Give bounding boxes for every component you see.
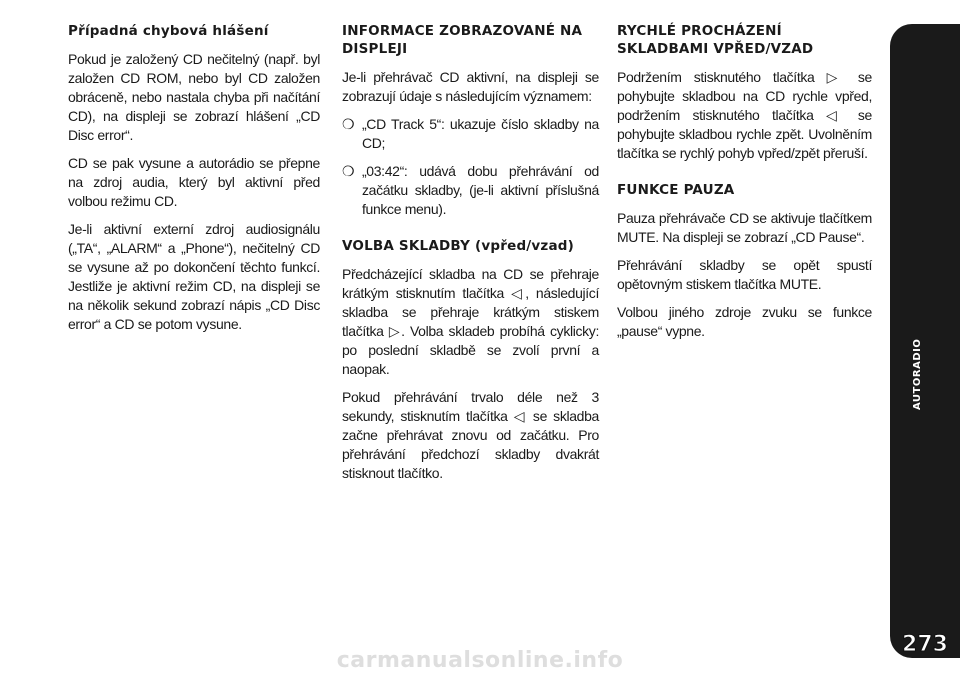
chapter-side-tab bbox=[890, 24, 960, 658]
column-middle bbox=[342, 22, 599, 492]
paragraph: Přehrávání skladby se opět spustí opětovným stiskem tlačítka MUTE. bbox=[617, 257, 872, 292]
paragraph: Je-li přehrávač CD aktivní, na displeji se zobrazují údaje s následujícím významem: bbox=[342, 69, 599, 104]
heading-error-messages: Případná chybová hlášení bbox=[68, 23, 269, 39]
paragraph: Pokud je založený CD nečitelný (např. byl založen CD ROM, nebo byl CD založen obráceně, nebo nastala chyba při načítání CD), na displeji se zobrazí hlášení „CD Disc error“. bbox=[68, 51, 320, 143]
bullet-icon: ❍ bbox=[342, 116, 355, 132]
paragraph: Je-li aktivní externí zdroj audiosignálu („TA“, „ALARM“ a „Phone“), nečitelný CD se vysune až po dokončení těchto funkcí. Jestliže je aktivní režim CD, na displeji se na několik sekund zobrazí nápis „CD Disc error“ a CD se potom vysune. bbox=[68, 221, 320, 332]
column-right bbox=[617, 22, 872, 350]
watermark: carmanualsonline.info bbox=[336, 648, 624, 673]
paragraph: CD se pak vysune a autorádio se přepne na zdroj audia, který byl aktivní před volbou režimu CD. bbox=[68, 155, 320, 209]
paragraph: Podržením stisknutého tlačítka ▷ se pohybujte skladbou na CD rychle vpřed, podržením stisknutého tlačítka ◁ se pohybujte skladbou rychle zpět. Uvolněním tlačítka se rychlý pohyb vpřed/zpět přeruší. bbox=[617, 69, 872, 161]
list-item bbox=[342, 115, 599, 153]
paragraph: Volbou jiného zdroje zvuku se funkce „pause“ vypne. bbox=[617, 304, 872, 339]
page-number: 273 bbox=[902, 632, 948, 657]
heading-track-selection: VOLBA SKLADBY (vpřed/vzad) bbox=[342, 238, 575, 254]
heading-fast-scan: RYCHLÉ PROCHÁZENÍ SKLADBAMI VPŘED/VZAD bbox=[617, 23, 814, 57]
bullet-icon: ❍ bbox=[342, 163, 355, 179]
column-left bbox=[68, 22, 320, 343]
list-item bbox=[342, 162, 599, 219]
heading-display-info: INFORMACE ZOBRAZOVANÉ NA DISPLEJI bbox=[342, 23, 583, 57]
paragraph: Pauza přehrávače CD se aktivuje tlačítkem MUTE. Na displeji se zobrazí „CD Pause“. bbox=[617, 210, 872, 245]
heading-pause: FUNKCE PAUZA bbox=[617, 182, 735, 198]
list-item-text: „CD Track 5“: ukazuje číslo skladby na CD; bbox=[362, 116, 599, 151]
paragraph: Předcházející skladba na CD se přehraje krátkým stisknutím tlačítka ◁, následující skladba se přehraje krátkým stiskem tlačítka ▷. Volba skladeb probíhá cyklicky: po poslední skladbě se zvolí první a naopak. bbox=[342, 266, 599, 377]
list-item-text: „03:42“: udává dobu přehrávání od začátku skladby, (je-li aktivní příslušná funkce menu). bbox=[362, 163, 599, 217]
chapter-label: AUTORADIO bbox=[912, 338, 923, 410]
paragraph: Pokud přehrávání trvalo déle než 3 sekundy, stisknutím tlačítka ◁ se skladba začne přehrávat znovu od začátku. Pro přehrávání předchozí skladby dvakrát stisknout tlačítko. bbox=[342, 389, 599, 481]
